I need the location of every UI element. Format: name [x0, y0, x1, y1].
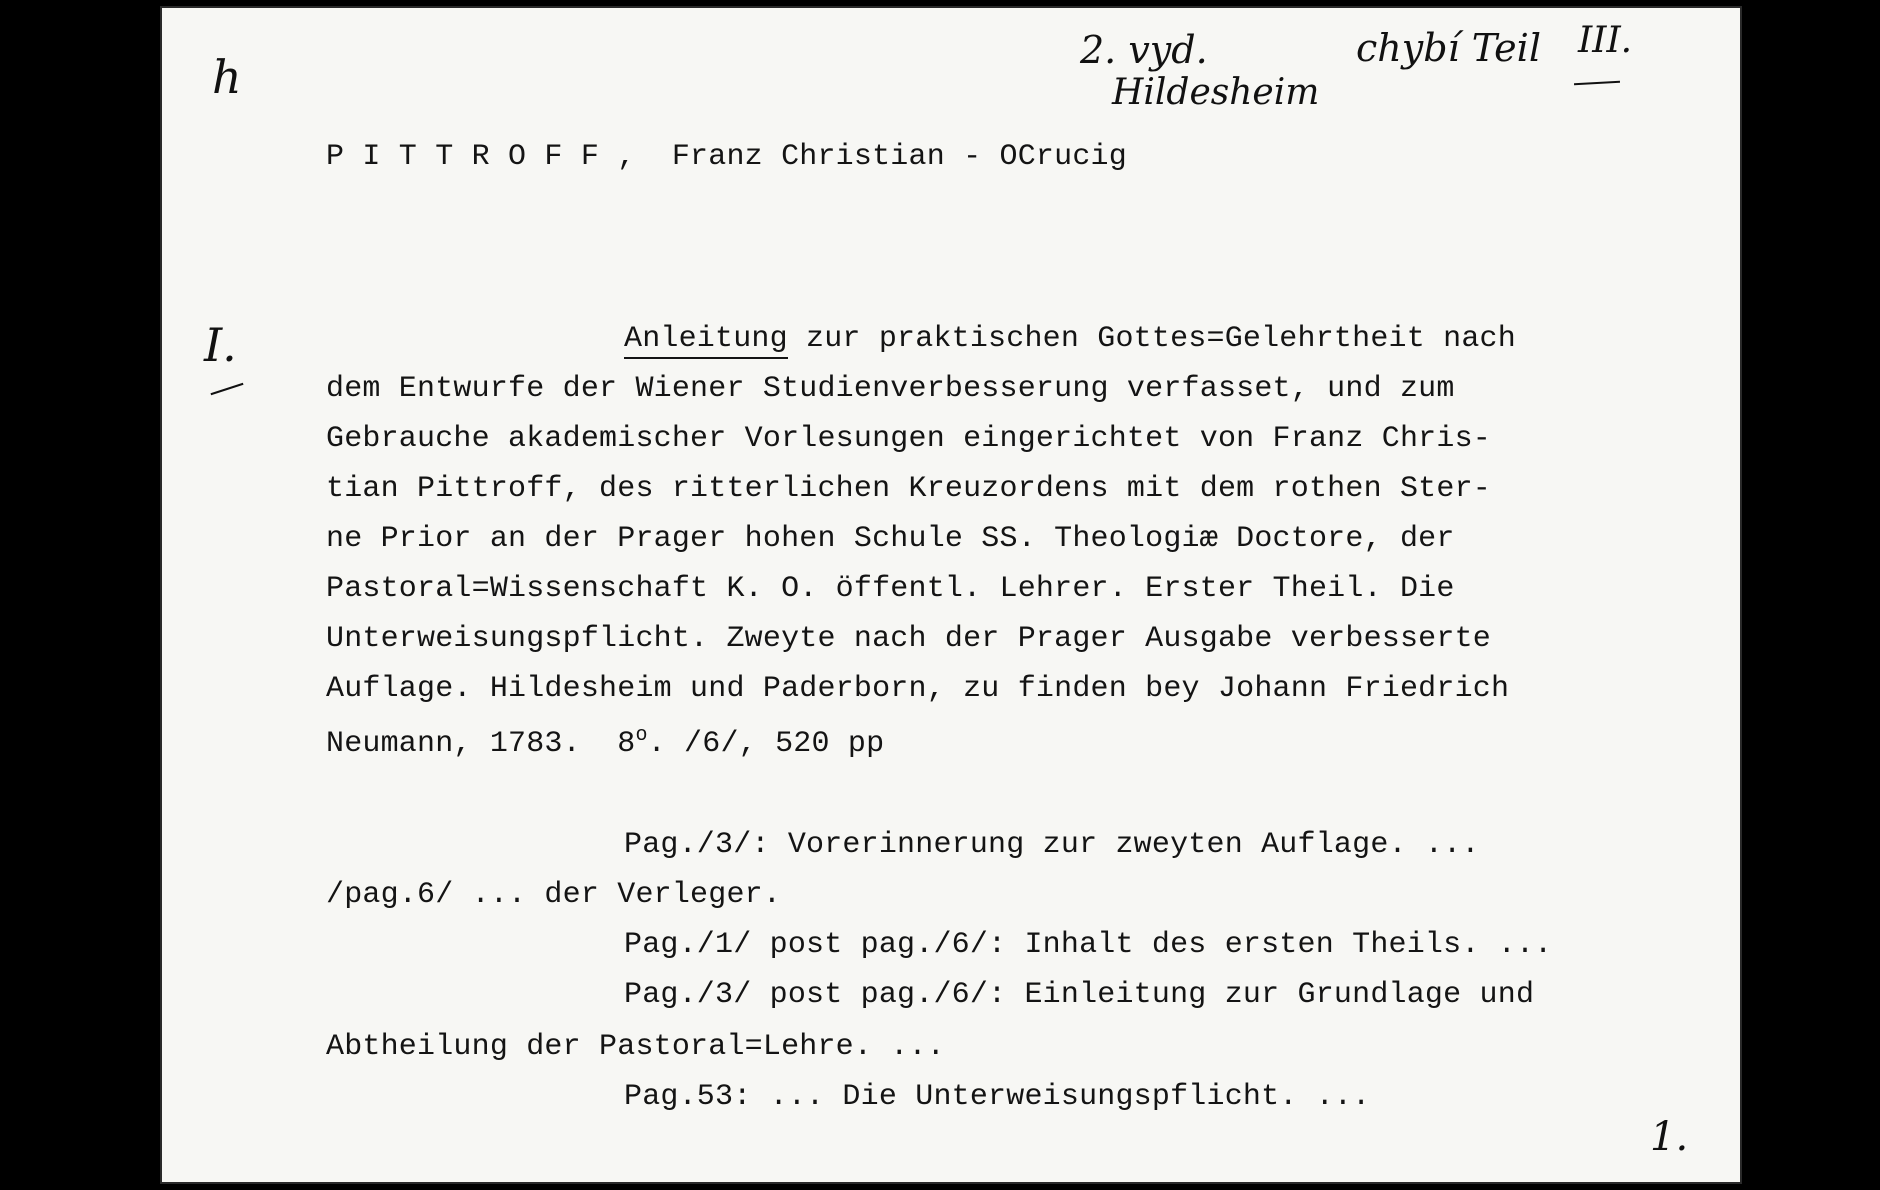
contents-line: Pag./3/ post pag./6/: Einleitung zur Grundlage und: [624, 978, 1535, 1012]
contents-line: Pag.53: ... Die Unterweisungspflicht. ...: [624, 1080, 1371, 1114]
imprint-date: Neumann, 1783. 8: [326, 727, 636, 761]
entry-line: zur praktischen Gottes=Gelehrtheit nach: [806, 322, 1516, 356]
contents-line: /pag.6/ ... der Verleger.: [326, 878, 782, 912]
handwritten-page-number: 1.: [1650, 1114, 1689, 1160]
contents-line: Abtheilung der Pastoral=Lehre. ...: [326, 1030, 945, 1064]
religious-order: OCrucig: [999, 140, 1127, 174]
entry-line: tian Pittroff, des ritterlichen Kreuzordens mit dem rothen Ster-: [326, 472, 1491, 506]
handwritten-place-note: Hildesheim: [1112, 72, 1320, 113]
handwritten-dash-mark: [211, 383, 244, 395]
entry-line: Pastoral=Wissenschaft K. O. öffentl. Lehrer. Erster Theil. Die: [326, 572, 1455, 606]
heading-dash: -: [963, 140, 982, 174]
imprint-pagination: . /6/, 520 pp: [647, 727, 885, 761]
format-superscript: o: [635, 724, 648, 747]
handwritten-section-mark: I.: [204, 318, 237, 372]
handwritten-edition-note: 2. vyd.: [1080, 28, 1208, 72]
contents-line: Pag./3/: Vorerinnerung zur zweyten Auflage. ...: [624, 828, 1480, 862]
handwritten-part-note: chybí Teil: [1356, 26, 1541, 70]
entry-line: dem Entwurfe der Wiener Studienverbesserung verfasset, und zum: [326, 372, 1455, 406]
author-surname: P I T T R O F F ,: [326, 140, 636, 174]
handwritten-corner-mark: h: [212, 50, 242, 104]
handwritten-underline-mark: [1574, 81, 1620, 85]
entry-line: Auflage. Hildesheim und Paderborn, zu finden bey Johann Friedrich: [326, 672, 1510, 706]
entry-line: ne Prior an der Prager hohen Schule SS. Theologiæ Doctore, der: [326, 522, 1455, 556]
heading-line: [326, 140, 1127, 174]
entry-line: Unterweisungspflicht. Zweyte nach der Prager Ausgabe verbesserte: [326, 622, 1491, 656]
entry-title-word: Anleitung: [624, 322, 788, 359]
entry-line-imprint: [326, 724, 884, 761]
entry-line-first: [624, 322, 1516, 356]
contents-line: Pag./1/ post pag./6/: Inhalt des ersten Theils. ...: [624, 928, 1553, 962]
catalog-card: [160, 6, 1742, 1184]
author-given-names: Franz Christian: [671, 140, 945, 174]
entry-line: Gebrauche akademischer Vorlesungen eingerichtet von Franz Chris-: [326, 422, 1491, 456]
handwritten-part-number: III.: [1578, 20, 1633, 61]
